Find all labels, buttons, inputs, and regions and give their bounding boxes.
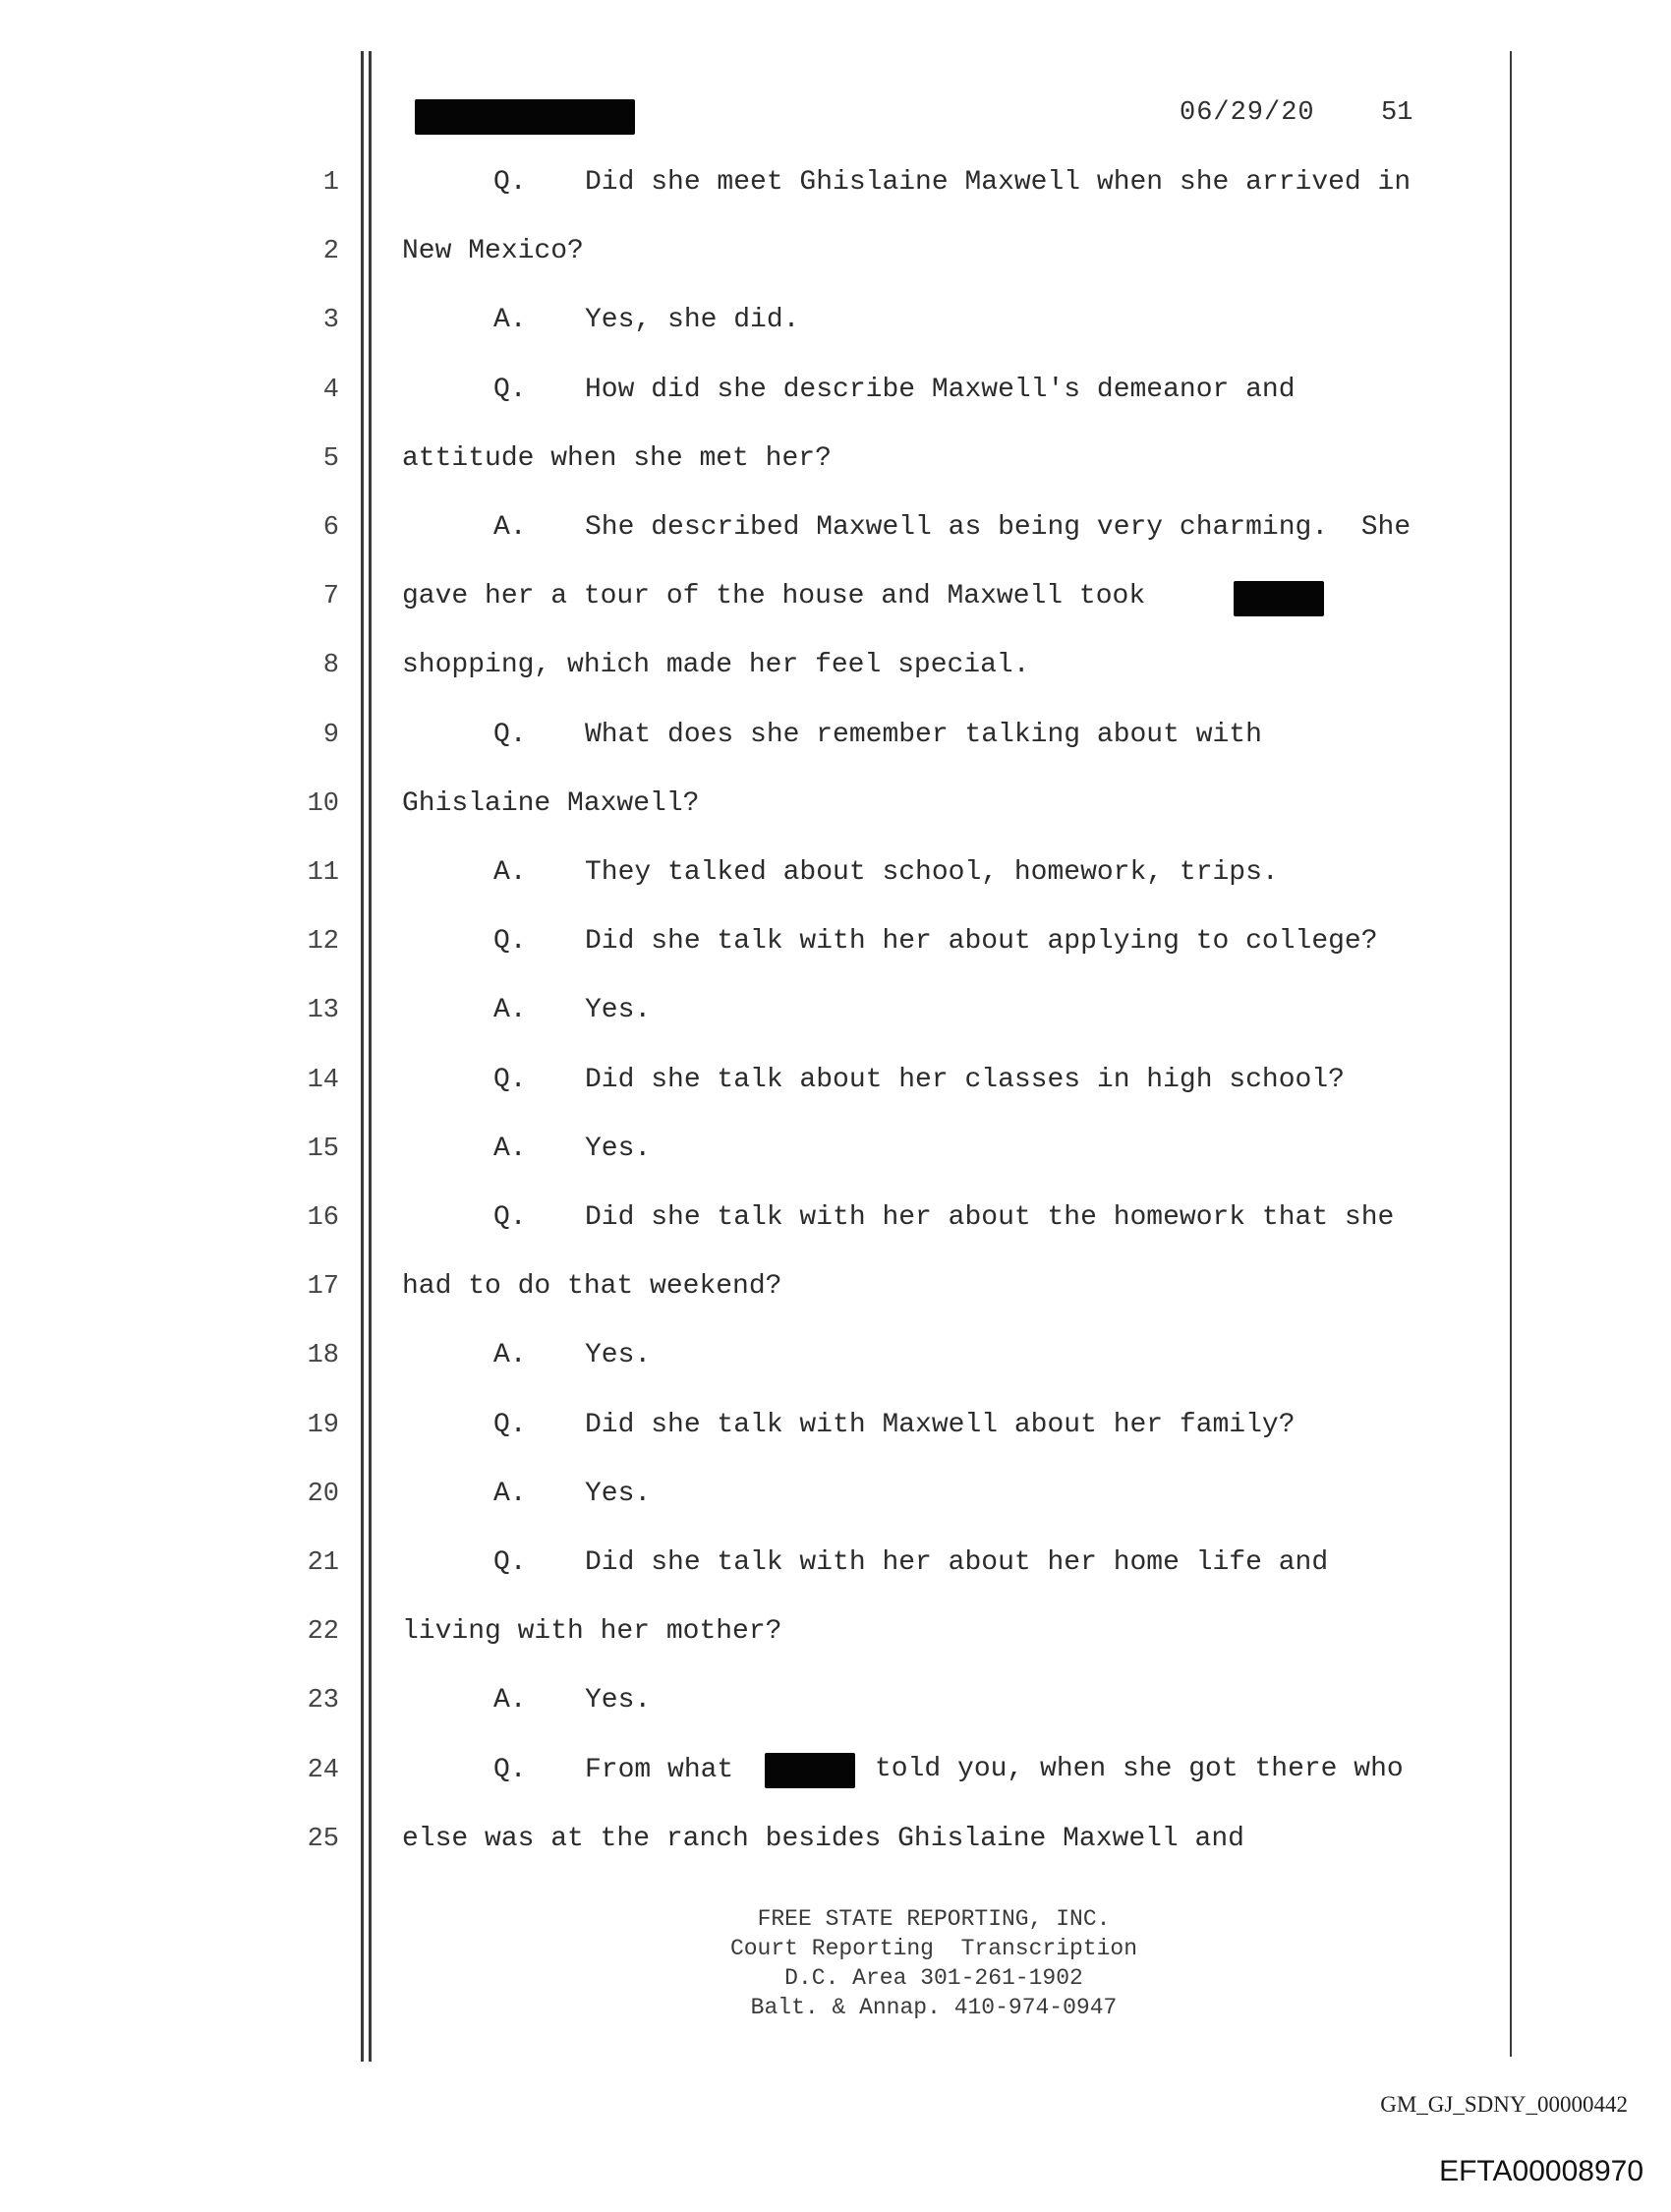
question-marker: Q. [493,720,527,750]
question-marker: Q. [493,167,527,198]
transcript-line-text: Did she talk with her about applying to college? [585,926,1378,957]
transcript-line-text: Yes. [585,1340,652,1370]
transcript-line-text: Did she talk with her about the homework that she [585,1202,1395,1233]
line-number: 3 [322,306,339,335]
reporter-service: Court Reporting Transcription [729,1936,1138,1961]
transcript-line-text: gave her a tour of the house and Maxwell took [402,581,1146,611]
line-number: 9 [322,721,339,750]
left-margin-rule-inner [369,51,372,2062]
answer-marker: A. [493,1685,527,1716]
question-marker: Q. [493,926,527,957]
answer-marker: A. [493,512,527,543]
answer-marker: A. [493,305,527,335]
answer-marker: A. [493,995,527,1025]
line-24-continuation: told you, when she got there who [875,1754,1404,1784]
question-marker: Q. [493,1065,527,1095]
line-number: 10 [307,789,339,819]
line-number: 15 [307,1135,339,1164]
redaction-block-header [415,99,635,135]
transcript-line-text: How did she describe Maxwell's demeanor and [585,375,1296,405]
line-number: 19 [307,1411,339,1440]
transcript-line-text: She described Maxwell as being very charming. She [585,512,1412,543]
bates-number: GM_GJ_SDNY_00000442 [1380,2092,1628,2117]
line-number: 13 [307,996,339,1025]
answer-marker: A. [493,857,527,888]
line-number: 23 [307,1686,339,1716]
question-marker: Q. [493,1755,527,1785]
transcript-line-text: Did she talk about her classes in high school? [585,1065,1345,1095]
line-number: 24 [307,1756,339,1785]
line-number: 20 [307,1480,339,1509]
transcript-line-text: Yes. [585,1685,652,1716]
transcript-line-text: had to do that weekend? [402,1271,782,1302]
transcript-line-text: attitude when she met her? [402,443,832,474]
transcript-line-text: Did she talk with her about her home life and [585,1547,1329,1578]
right-margin-rule [1510,51,1512,2057]
line-number: 22 [307,1617,339,1647]
transcript-date: 06/29/20 [1180,98,1315,128]
transcript-line-text: Yes. [585,1134,652,1164]
transcript-line-text: New Mexico? [402,236,584,266]
transcript-line-text: Yes, she did. [585,305,800,335]
line-number: 7 [322,582,339,611]
reporter-footer [649,1904,1219,2022]
line-number: 21 [307,1548,339,1578]
redaction-block-line-7 [1234,581,1324,616]
question-marker: Q. [493,375,527,405]
reporter-balt-phone: Balt. & Annap. 410-974-0947 [750,1995,1118,2020]
reporter-company: FREE STATE REPORTING, INC. [757,1906,1111,1932]
question-marker: Q. [493,1410,527,1440]
line-number: 12 [307,927,339,957]
answer-marker: A. [493,1134,527,1164]
line-number: 8 [322,651,339,680]
line-number: 16 [307,1203,339,1233]
transcript-line-text: else was at the ranch besides Ghislaine Maxwell and [402,1824,1244,1854]
question-marker: Q. [493,1547,527,1578]
line-number: 6 [322,513,339,543]
line-number: 18 [307,1341,339,1370]
line-number: 17 [307,1272,339,1302]
transcript-line-text: shopping, which made her feel special. [402,650,1030,680]
line-number: 1 [322,168,339,198]
line-number: 5 [322,444,339,474]
transcript-line-text: living with her mother? [402,1616,782,1647]
page-number: 51 [1381,98,1413,128]
line-number: 25 [307,1825,339,1854]
answer-marker: A. [493,1340,527,1370]
line-number: 2 [322,237,339,266]
answer-marker: A. [493,1479,527,1509]
transcript-line-text: From what [585,1755,734,1785]
left-margin-rule-outer [361,51,364,2062]
line-number: 11 [307,858,339,888]
transcript-line-text: Ghislaine Maxwell? [402,788,700,819]
line-number: 14 [307,1066,339,1095]
transcript-line-text: What does she remember talking about with [585,720,1262,750]
transcript-line-text: Did she talk with Maxwell about her family? [585,1410,1296,1440]
transcript-line-text: They talked about school, homework, trips. [585,857,1279,888]
line-number: 4 [322,376,339,405]
redaction-block-line-24 [765,1753,855,1788]
transcript-line-text: Yes. [585,995,652,1025]
question-marker: Q. [493,1202,527,1233]
efta-number: EFTA00008970 [1439,2155,1643,2187]
reporter-dc-phone: D.C. Area 301-261-1902 [784,1965,1083,1991]
transcript-line-text: Did she meet Ghislaine Maxwell when she arrived in [585,167,1412,198]
transcript-line-text: Yes. [585,1479,652,1509]
